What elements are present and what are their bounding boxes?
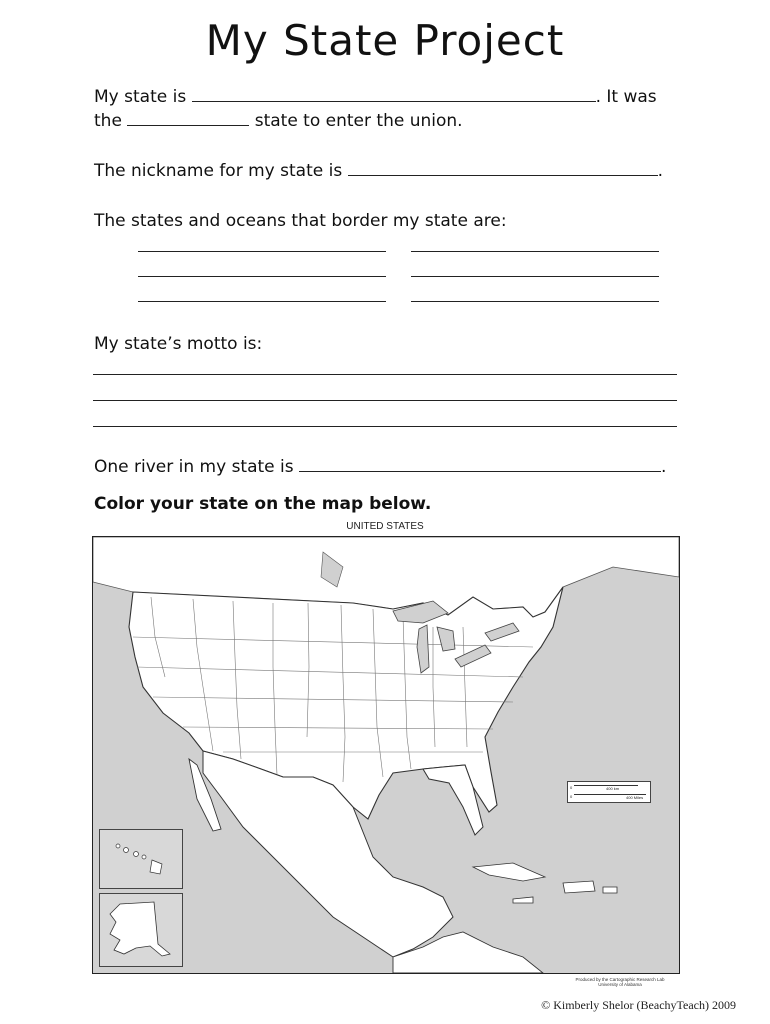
question-nickname-suffix: .: [657, 161, 663, 181]
question-river: [94, 457, 666, 477]
question-river-suffix: .: [661, 457, 667, 477]
map-instruction: Color your state on the map below.: [94, 494, 432, 514]
question-state-suffix: . It was: [595, 87, 657, 107]
question-nickname: [94, 161, 663, 181]
question-motto: My state’s motto is:: [94, 334, 263, 354]
hawaii-drawing: [100, 830, 182, 888]
border-blank-3[interactable]: [138, 276, 386, 277]
question-order-suffix: state to enter the union.: [254, 111, 463, 131]
border-blank-1[interactable]: [138, 251, 386, 252]
question-state-prefix: My state is: [94, 87, 187, 107]
map-credit-line2: University of Alabama: [598, 982, 642, 987]
scale-zero-km: 0: [570, 785, 573, 790]
border-blank-5[interactable]: [138, 301, 386, 302]
nickname-blank[interactable]: [348, 174, 658, 176]
border-blank-2[interactable]: [411, 251, 659, 252]
question-borders: The states and oceans that border my state are:: [94, 211, 507, 231]
scale-miles-label: 400 Miles: [626, 795, 644, 800]
copyright-notice: © Kimberly Shelor (BeachyTeach) 2009: [541, 998, 736, 1012]
question-river-prefix: One river in my state is: [94, 457, 294, 477]
river-blank[interactable]: [299, 470, 661, 472]
alaska-inset: [99, 893, 183, 967]
motto-blank-2[interactable]: [93, 400, 677, 401]
page-title: My State Project: [205, 16, 565, 65]
border-blank-4[interactable]: [411, 276, 659, 277]
state-name-blank[interactable]: [192, 100, 596, 102]
border-blank-6[interactable]: [411, 301, 659, 302]
scale-km-label: 400 km: [606, 786, 620, 791]
question-state-order: [94, 111, 463, 131]
us-outline-map[interactable]: [92, 536, 680, 974]
map-credit-line1: Produced by the Cartographic Research Lab: [575, 977, 665, 982]
map-scale: [567, 781, 651, 803]
scale-zero-miles: 0: [570, 794, 573, 799]
motto-blank-1[interactable]: [93, 374, 677, 375]
caribbean-islands: [473, 863, 617, 903]
hawaii-inset: [99, 829, 183, 889]
map-credit: [560, 977, 680, 987]
question-order-prefix: the: [94, 111, 122, 131]
state-order-blank[interactable]: [127, 124, 249, 126]
motto-blank-3[interactable]: [93, 426, 677, 427]
alaska-drawing: [100, 894, 182, 966]
question-nickname-prefix: The nickname for my state is: [94, 161, 343, 181]
map-title: UNITED STATES: [346, 521, 424, 532]
question-state-name: [94, 87, 657, 107]
